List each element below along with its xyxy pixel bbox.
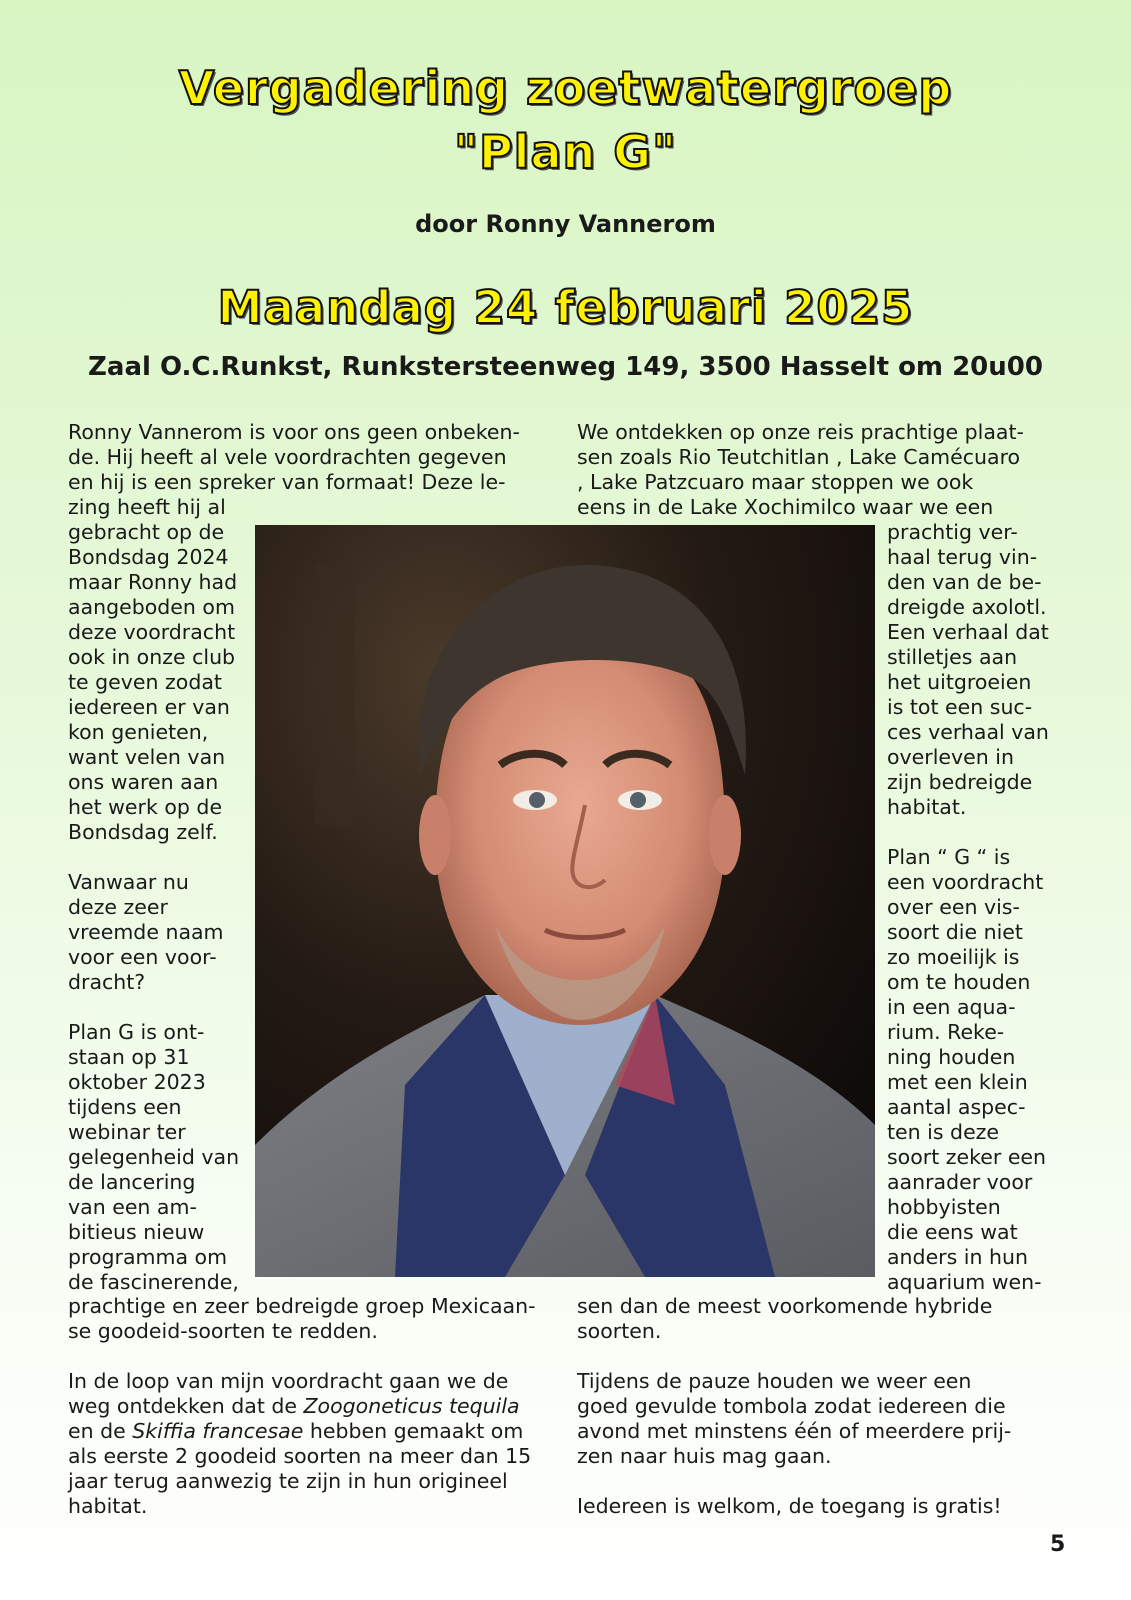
text-line: die eens wat <box>887 1220 1018 1244</box>
text-line: overleven in <box>887 745 1014 769</box>
text-line: goed gevulde tombola zodat iedereen die <box>577 1394 1006 1418</box>
text-line: is tot een suc- <box>887 695 1033 719</box>
text-line: kon genieten, <box>68 720 209 744</box>
text-run: weg ontdekken dat de <box>68 1394 304 1418</box>
text-line: ces verhaal van <box>887 720 1049 744</box>
col1-continued <box>68 1294 536 1519</box>
text-line: de lancering <box>68 1170 196 1194</box>
text-line: soorten. <box>577 1319 662 1343</box>
text-line: prachtig ver- <box>887 520 1018 544</box>
text-line: We ontdekken op onze reis prachtige plaat- <box>577 420 1024 444</box>
blank-line <box>887 820 1049 845</box>
text-line: oktober 2023 <box>68 1070 206 1094</box>
text-line <box>68 1419 536 1444</box>
text-line: Iedereen is welkom, de toegang is gratis! <box>577 1494 1002 1518</box>
text-line: ons waren aan <box>68 770 219 794</box>
text-line: jaar terug aanwezig te zijn in hun origineel <box>68 1469 508 1493</box>
text-line: sen zoals Rio Teutchitlan , Lake Camécuaro <box>577 445 1021 469</box>
text-line: aantal aspec- <box>887 1095 1026 1119</box>
text-line: tijdens een <box>68 1095 182 1119</box>
col1-wrapped-text <box>68 520 239 1295</box>
text-line: rium. Reke- <box>887 1020 1005 1044</box>
text-line: Bondsdag 2024 <box>68 545 229 569</box>
text-line: dreigde axolotl. <box>887 595 1047 619</box>
text-line: soort zeker een <box>887 1145 1047 1169</box>
text-line: gebracht op de <box>68 520 225 544</box>
text-line: het werk op de <box>68 795 223 819</box>
text-line: de. Hij heeft al vele voordrachten gegeven <box>68 445 507 469</box>
text-line: webinar ter <box>68 1120 186 1144</box>
text-line: en hij is een spreker van formaat! Deze le- <box>68 470 506 494</box>
text-line: ning houden <box>887 1045 1016 1069</box>
byline: door Ronny Vannerom <box>415 210 716 238</box>
title-line-2: "Plan G" <box>454 125 677 179</box>
text-line: In de loop van mijn voordracht gaan we de <box>68 1369 509 1393</box>
text-line: Plan G is ont- <box>68 1020 205 1044</box>
text-line: prachtige en zeer bedreigde groep Mexicaan- <box>68 1294 536 1318</box>
text-line: deze voordracht <box>68 620 236 644</box>
blank-line <box>68 845 239 870</box>
event-venue: Zaal O.C.Runkst, Runkstersteenweg 149, 3500 Hasselt om 20u00 <box>88 352 1043 382</box>
text-line: vreemde naam <box>68 920 224 944</box>
text-line: den van de be- <box>887 570 1042 594</box>
text-line: dracht? <box>68 970 146 994</box>
text-line: want velen van <box>68 745 226 769</box>
text-line: zen naar huis mag gaan. <box>577 1444 832 1468</box>
text-line: staan op 31 <box>68 1045 190 1069</box>
text-line: zijn bedreigde <box>887 770 1033 794</box>
col1-intro <box>68 420 520 520</box>
text-line: in een aqua- <box>887 995 1016 1019</box>
text-line: se goodeid-soorten te redden. <box>68 1319 378 1343</box>
text-line: te geven zodat <box>68 670 222 694</box>
text-line: deze zeer <box>68 895 168 919</box>
text-line: , Lake Patzcuaro maar stoppen we ook <box>577 470 974 494</box>
text-line: gelegenheid van <box>68 1145 240 1169</box>
col2-wrapped-text <box>887 520 1049 1295</box>
text-line: stilletjes aan <box>887 645 1018 669</box>
text-run: en de <box>68 1419 133 1443</box>
blank-line <box>577 1344 1011 1369</box>
text-line: bitieus nieuw <box>68 1220 205 1244</box>
text-line: avond met minstens één of meerdere prij- <box>577 1419 1012 1443</box>
speaker-photo <box>255 525 875 1277</box>
text-line: Tijdens de pauze houden we weer een <box>577 1369 972 1393</box>
text-line: ten is deze <box>887 1120 1000 1144</box>
text-line: aanrader voor <box>887 1170 1033 1194</box>
text-line: maar Ronny had <box>68 570 238 594</box>
text-run: hebben gemaakt om <box>303 1419 524 1443</box>
text-line: Bondsdag zelf. <box>68 820 218 844</box>
species-name: Skiffia francesae <box>132 1419 304 1443</box>
text-line: met een klein <box>887 1070 1028 1094</box>
text-line: hobbyisten <box>887 1195 1001 1219</box>
text-line: als eerste 2 goodeid soorten na meer dan 15 <box>68 1444 532 1468</box>
text-line: zo moeilijk is <box>887 945 1020 969</box>
text-line: aangeboden om <box>68 595 235 619</box>
text-line: een voordracht <box>887 870 1044 894</box>
text-line: Vanwaar nu <box>68 870 189 894</box>
col2-intro <box>577 420 1024 520</box>
blank-line <box>577 1469 1011 1494</box>
text-line: soort die niet <box>887 920 1023 944</box>
text-line: voor een voor- <box>68 945 217 969</box>
event-date: Maandag 24 februari 2025 <box>217 281 914 334</box>
text-line: Ronny Vannerom is voor ons geen onbeken- <box>68 420 520 444</box>
text-line: Een verhaal dat <box>887 620 1049 644</box>
text-line: iedereen er van <box>68 695 230 719</box>
page-number: 5 <box>1050 1532 1066 1557</box>
blank-line <box>68 995 239 1020</box>
text-line: haal terug vin- <box>887 545 1038 569</box>
title-line-1: Vergadering zoetwatergroep <box>178 61 953 115</box>
text-line: habitat. <box>887 795 967 819</box>
blank-line <box>68 1344 536 1369</box>
col2-continued <box>577 1294 1011 1519</box>
text-line: habitat. <box>68 1494 148 1518</box>
text-line: anders in hun <box>887 1245 1028 1269</box>
text-line: programma om <box>68 1245 228 1269</box>
text-line: over een vis- <box>887 895 1020 919</box>
species-name: Zoogoneticus tequila <box>303 1394 520 1418</box>
text-line: Plan “ G “ is <box>887 845 1011 869</box>
text-line: het uitgroeien <box>887 670 1032 694</box>
text-line: ook in onze club <box>68 645 236 669</box>
text-line <box>68 1394 536 1419</box>
text-line: de fascinerende, <box>68 1270 239 1294</box>
text-line: sen dan de meest voorkomende hybride <box>577 1294 993 1318</box>
text-line: zing heeft hij al <box>68 495 226 519</box>
text-line: om te houden <box>887 970 1031 994</box>
speaker-portrait-image <box>255 525 875 1277</box>
text-line: aquarium wen- <box>887 1270 1042 1294</box>
text-line: van een am- <box>68 1195 197 1219</box>
text-line: eens in de Lake Xochimilco waar we een <box>577 495 994 519</box>
